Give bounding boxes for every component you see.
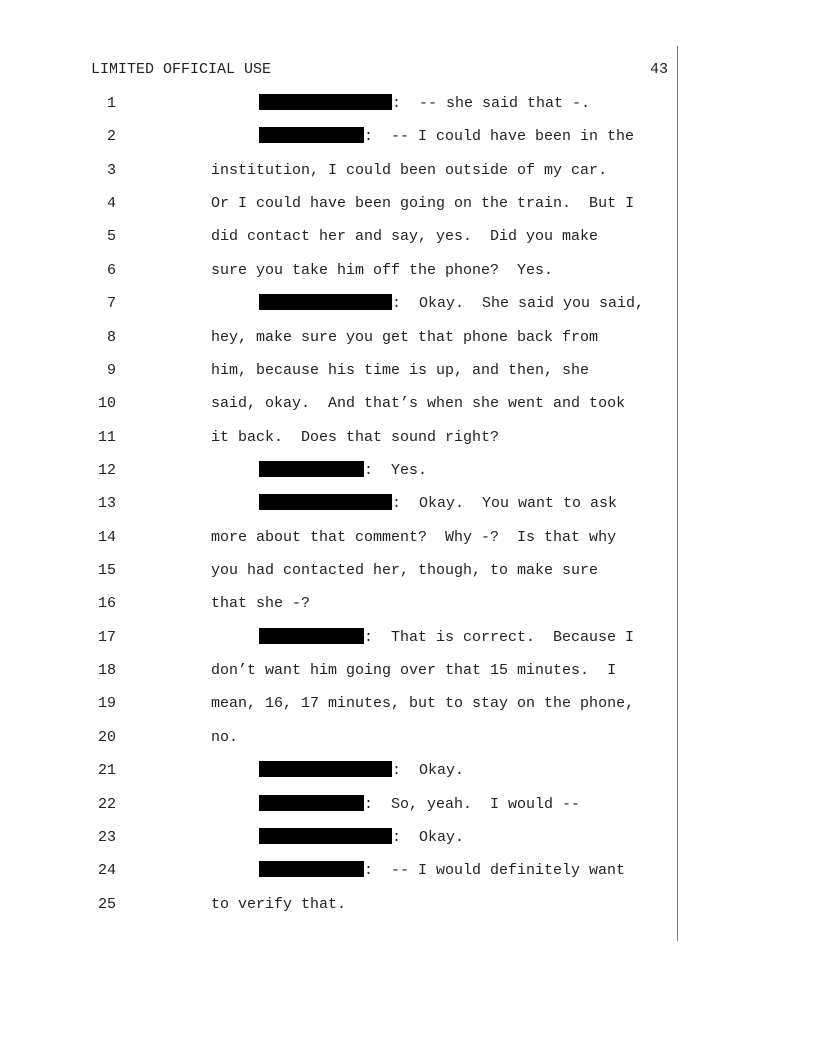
line-text xyxy=(211,328,598,348)
redaction-box xyxy=(259,761,392,777)
spoken-text: said, okay. And that’s when she went and took xyxy=(211,395,626,413)
line-number: 13 xyxy=(97,495,116,513)
transcript-line xyxy=(0,261,816,281)
transcript-line xyxy=(0,194,816,214)
spoken-text: it back. Does that sound right? xyxy=(211,428,500,446)
line-text xyxy=(211,694,634,714)
redaction-box xyxy=(259,461,364,477)
line-text xyxy=(211,594,310,614)
transcript-line xyxy=(0,628,816,648)
speaker-line xyxy=(259,761,464,781)
line-number: 18 xyxy=(97,662,116,680)
line-text xyxy=(211,261,553,281)
spoken-text: did contact her and say, yes. Did you make xyxy=(211,228,599,246)
spoken-text: : -- I would definitely want xyxy=(364,862,626,880)
transcript-line xyxy=(0,127,816,147)
line-text xyxy=(211,227,598,247)
line-text xyxy=(211,661,616,681)
line-number: 11 xyxy=(97,428,116,446)
transcript-line xyxy=(0,728,816,748)
transcript-line xyxy=(0,761,816,781)
line-text xyxy=(211,428,499,448)
redaction-box xyxy=(259,795,364,811)
line-number: 2 xyxy=(106,128,116,146)
redaction-box xyxy=(259,127,364,143)
line-number: 1 xyxy=(106,95,116,112)
page-number: 43 xyxy=(649,61,668,78)
redaction-box xyxy=(259,94,392,110)
spoken-text: : Yes. xyxy=(364,461,428,479)
line-number: 17 xyxy=(97,628,116,646)
line-number: 20 xyxy=(97,728,116,746)
spoken-text: to verify that. xyxy=(211,895,347,913)
spoken-text: that she -? xyxy=(211,595,311,613)
transcript-line xyxy=(0,661,816,681)
line-number: 4 xyxy=(106,195,116,213)
transcript-line xyxy=(0,428,816,448)
line-text xyxy=(211,561,598,581)
line-number: 14 xyxy=(97,528,116,546)
transcript-line xyxy=(0,394,816,414)
spoken-text: : That is correct. Because I xyxy=(364,628,635,646)
transcript-line xyxy=(0,227,816,247)
line-number: 12 xyxy=(97,461,116,479)
transcript-line xyxy=(0,361,816,381)
spoken-text: Or I could have been going on the train. But I xyxy=(211,195,635,213)
spoken-text: him, because his time is up, and then, she xyxy=(211,361,590,379)
spoken-text: institution, I could been outside of my car. xyxy=(211,161,608,179)
spoken-text: : -- she said that -. xyxy=(392,95,591,112)
spoken-text: you had contacted her, though, to make sure xyxy=(211,562,599,580)
line-text xyxy=(211,194,634,214)
line-number: 10 xyxy=(97,395,116,413)
transcript-line xyxy=(0,828,816,848)
transcript-line xyxy=(0,94,816,114)
spoken-text: more about that comment? Why -? Is that why xyxy=(211,528,617,546)
line-number: 24 xyxy=(97,862,116,880)
line-text xyxy=(211,895,346,915)
line-number: 23 xyxy=(97,828,116,846)
spoken-text: mean, 16, 17 minutes, but to stay on the phone, xyxy=(211,695,635,713)
line-number: 5 xyxy=(106,228,116,246)
line-number: 21 xyxy=(97,762,116,780)
transcript-line xyxy=(0,861,816,881)
line-number: 9 xyxy=(106,361,116,379)
speaker-line xyxy=(259,628,634,648)
classification-header: LIMITED OFFICIAL USE xyxy=(91,61,272,78)
spoken-text: : Okay. xyxy=(392,828,465,846)
redaction-box xyxy=(259,294,392,310)
speaker-line xyxy=(259,828,464,848)
line-number: 25 xyxy=(97,895,116,913)
transcript-line xyxy=(0,594,816,614)
speaker-line xyxy=(259,861,625,881)
transcript-line xyxy=(0,494,816,514)
redaction-box xyxy=(259,628,364,644)
line-text xyxy=(211,161,607,181)
spoken-text: don’t want him going over that 15 minutes. I xyxy=(211,662,617,680)
spoken-text: sure you take him off the phone? Yes. xyxy=(211,261,554,279)
speaker-line xyxy=(259,127,634,147)
line-number: 15 xyxy=(97,562,116,580)
transcript-line xyxy=(0,328,816,348)
transcript-line xyxy=(0,528,816,548)
transcript-line xyxy=(0,795,816,815)
speaker-line xyxy=(259,494,617,514)
redaction-box xyxy=(259,861,364,877)
line-number: 7 xyxy=(106,295,116,313)
transcript-line xyxy=(0,895,816,915)
transcript-line xyxy=(0,694,816,714)
transcript-line xyxy=(0,294,816,314)
speaker-line xyxy=(259,795,580,815)
spoken-text: : Okay. She said you said, xyxy=(392,295,645,313)
line-number: 16 xyxy=(97,595,116,613)
spoken-text: : So, yeah. I would -- xyxy=(364,795,581,813)
line-number: 22 xyxy=(97,795,116,813)
line-number: 19 xyxy=(97,695,116,713)
redaction-box xyxy=(259,828,392,844)
transcript-line xyxy=(0,161,816,181)
speaker-line xyxy=(259,461,427,481)
spoken-text: : -- I could have been in the xyxy=(364,128,635,146)
transcript-line xyxy=(0,561,816,581)
line-text xyxy=(211,728,238,748)
redaction-box xyxy=(259,494,392,510)
line-number: 8 xyxy=(106,328,116,346)
spoken-text: no. xyxy=(211,728,239,746)
line-text xyxy=(211,361,589,381)
spoken-text: : Okay. You want to ask xyxy=(392,495,618,513)
speaker-line xyxy=(259,294,644,314)
spoken-text: : Okay. xyxy=(392,762,465,780)
line-number: 6 xyxy=(106,261,116,279)
line-number: 3 xyxy=(106,161,116,179)
line-text xyxy=(211,528,616,548)
line-text xyxy=(211,394,625,414)
spoken-text: hey, make sure you get that phone back from xyxy=(211,328,599,346)
transcript-line xyxy=(0,461,816,481)
speaker-line xyxy=(259,94,590,114)
